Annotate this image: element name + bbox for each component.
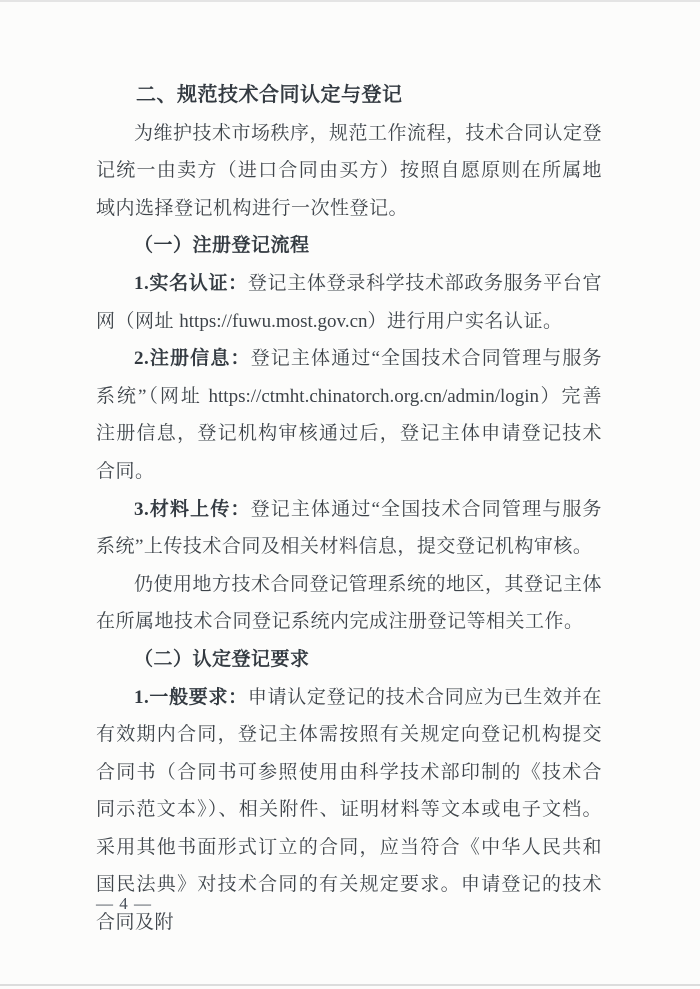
- subsection-heading-registration-requirements: （二）认定登记要求: [134, 648, 310, 670]
- paragraph-intro-text: 为维护技术市场秩序，规范工作流程，技术合同认定登记统一由卖方（进口合同由买方）按照自愿原则在所属地域内选择登记机构进行一次性登记。: [96, 122, 603, 219]
- step1-text-pre: 登记主体登录科学技术部政务服务平台官网（网址: [96, 272, 602, 332]
- step3-label: 3.材料上传：: [134, 498, 251, 520]
- step2-text-post: ）完善注册信息，登记机构审核通过后，登记主体申请登记技术合同。: [96, 385, 602, 482]
- general-requirements-label: 1.一般要求：: [134, 686, 248, 708]
- document-body: [96, 77, 602, 942]
- step2-url-text: https://ctmht.chinatorch.org.cn/admin/login: [208, 385, 540, 407]
- scan-edge-top: [0, 0, 700, 2]
- local-system-note-text: 仍使用地方技术合同登记管理系统的地区，其登记主体在所属地技术合同登记系统内完成注册登记等相关工作。: [96, 573, 603, 633]
- step1-url-text: https://fuwu.most.gov.cn: [179, 310, 368, 332]
- paragraph-step1-realname-auth: [96, 265, 602, 340]
- step1-label: 1.实名认证：: [134, 272, 248, 294]
- section-heading: 二、规范技术合同认定与登记: [136, 84, 403, 106]
- paragraph-general-requirements: [96, 679, 602, 942]
- paragraph-step3-material-upload: [96, 491, 602, 566]
- step2-text-pre: 登记主体通过“全国技术合同管理与服务系统”（网址: [96, 348, 602, 407]
- step1-text-post: ）进行用户实名认证。: [367, 310, 563, 332]
- step2-label: 2.注册信息：: [134, 348, 251, 370]
- scan-edge-bottom: [0, 984, 700, 986]
- paragraph-step2-registration-info: [96, 340, 602, 490]
- general-requirements-text: 申请认定登记的技术合同应为已生效并在有效期内合同，登记主体需按照有关规定向登记机构提交合同书（合同书可参照使用由科学技术部印制的《技术合同示范文本》）、相关附件、证明材料等文本或电子文档。采用其他书面形式订立的合同，应当符合《中华人民共和国民法典》对技术合同的有关规定要求。申请登记的技术合同及附: [96, 686, 602, 934]
- paragraph-intro: [96, 115, 602, 228]
- page-number: — 4 —: [96, 894, 152, 913]
- subsection-heading-registration-process: （一）注册登记流程: [134, 235, 310, 257]
- paragraph-local-system-note: [96, 566, 602, 641]
- step3-text: 登记主体通过“全国技术合同管理与服务系统”上传技术合同及相关材料信息，提交登记机构审核。: [96, 498, 602, 558]
